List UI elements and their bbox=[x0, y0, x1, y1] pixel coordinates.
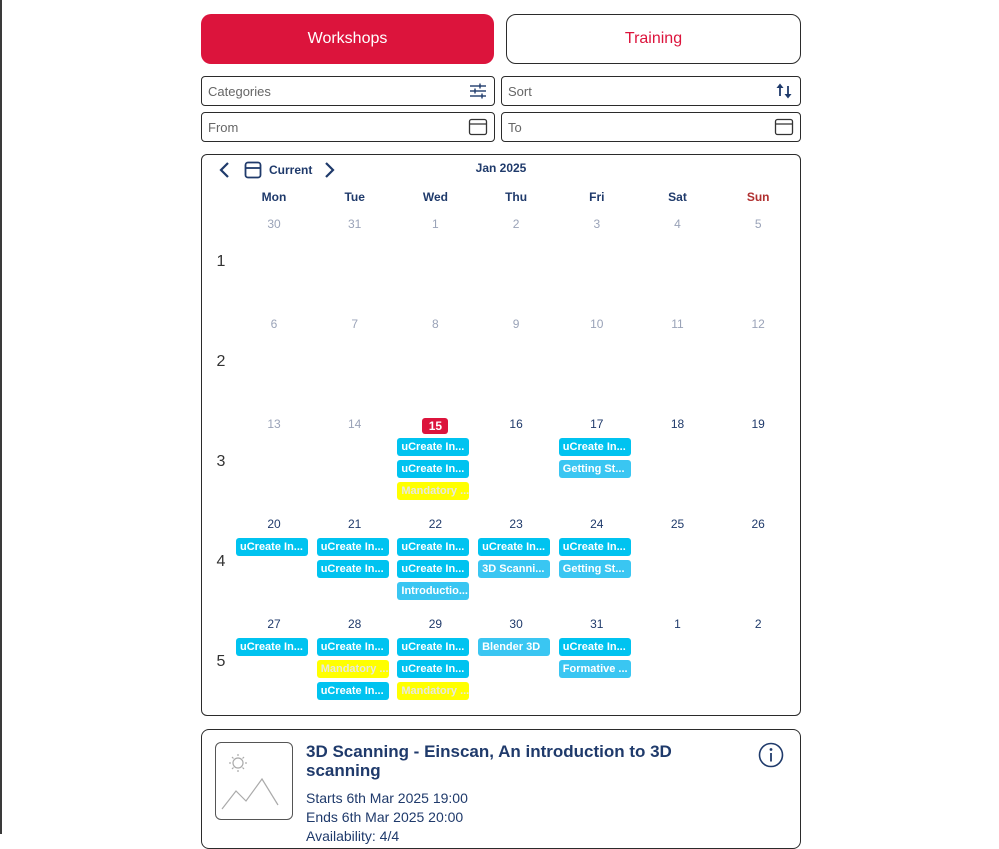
current-month-button[interactable] bbox=[244, 161, 262, 179]
day-cell[interactable] bbox=[557, 219, 637, 319]
filter-sliders-icon bbox=[468, 81, 488, 101]
day-number: 23 bbox=[509, 517, 523, 531]
weekday-header: Thu bbox=[505, 190, 528, 204]
week-number: 3 bbox=[216, 453, 226, 470]
day-cell[interactable] bbox=[638, 419, 718, 519]
weekday-header: Sat bbox=[668, 190, 687, 204]
day-cell[interactable] bbox=[395, 219, 475, 319]
event-chip[interactable]: uCreate In... bbox=[236, 638, 308, 656]
day-cell[interactable] bbox=[234, 319, 314, 419]
day-cell[interactable] bbox=[557, 619, 637, 719]
chevron-right-icon bbox=[323, 162, 335, 178]
day-number: 30 bbox=[509, 617, 523, 631]
event-availability: Availability: 4/4 bbox=[306, 828, 400, 844]
day-cell[interactable] bbox=[718, 219, 798, 319]
day-number: 9 bbox=[512, 317, 520, 331]
next-month-button[interactable] bbox=[320, 161, 338, 179]
event-card[interactable] bbox=[201, 729, 801, 849]
day-cell[interactable] bbox=[234, 519, 314, 619]
day-cell[interactable] bbox=[476, 419, 556, 519]
event-chip[interactable]: uCreate In... bbox=[397, 638, 469, 656]
day-cell[interactable] bbox=[638, 619, 718, 719]
weekday-header: Tue bbox=[344, 190, 365, 204]
event-chip[interactable]: Getting St... bbox=[559, 560, 631, 578]
sort-select[interactable] bbox=[501, 76, 801, 106]
day-number: 20 bbox=[267, 517, 281, 531]
week-number: 5 bbox=[216, 653, 226, 670]
chevron-left-icon bbox=[219, 162, 231, 178]
tab-bar bbox=[201, 14, 801, 64]
event-chip[interactable]: 3D Scanni... bbox=[478, 560, 550, 578]
day-cell[interactable] bbox=[315, 219, 395, 319]
day-cell[interactable] bbox=[234, 419, 314, 519]
image-placeholder-icon bbox=[216, 743, 292, 819]
calendar bbox=[201, 154, 801, 716]
event-chip[interactable]: uCreate In... bbox=[559, 438, 631, 456]
event-end: Ends 6th Mar 2025 20:00 bbox=[306, 809, 464, 825]
month-label: Jan 2025 bbox=[475, 161, 527, 175]
event-chip[interactable]: uCreate In... bbox=[397, 438, 469, 456]
day-number: 1 bbox=[432, 217, 439, 231]
day-number: 4 bbox=[674, 217, 681, 231]
event-chip[interactable]: uCreate In... bbox=[397, 560, 469, 578]
current-label[interactable]: Current bbox=[269, 163, 313, 177]
week-number: 2 bbox=[216, 353, 226, 370]
from-date-input[interactable] bbox=[201, 112, 495, 142]
calendar-icon bbox=[774, 117, 794, 137]
day-number: 30 bbox=[267, 217, 281, 231]
day-number: 24 bbox=[590, 517, 604, 531]
event-chip[interactable]: Getting St... bbox=[559, 460, 631, 478]
page-left-border bbox=[0, 0, 2, 834]
to-date-input[interactable] bbox=[501, 112, 801, 142]
event-title: 3D Scanning - Einscan, An introduction to 3D scanning bbox=[306, 742, 672, 780]
day-cell[interactable] bbox=[395, 519, 475, 619]
prev-month-button[interactable] bbox=[216, 161, 234, 179]
info-icon[interactable] bbox=[758, 742, 784, 768]
event-chip[interactable]: uCreate In... bbox=[317, 538, 389, 556]
day-number: 2 bbox=[512, 217, 520, 231]
event-thumbnail bbox=[215, 742, 293, 820]
week-number: 1 bbox=[216, 253, 226, 270]
day-cell[interactable] bbox=[315, 619, 395, 719]
day-cell[interactable] bbox=[476, 319, 556, 419]
day-cell[interactable] bbox=[395, 619, 475, 719]
day-cell[interactable] bbox=[718, 419, 798, 519]
day-number: 10 bbox=[590, 317, 604, 331]
day-number: 31 bbox=[590, 617, 604, 631]
day-cell[interactable] bbox=[395, 319, 475, 419]
day-cell[interactable] bbox=[315, 419, 395, 519]
event-chip[interactable]: uCreate In... bbox=[397, 538, 469, 556]
weekday-header: Sun bbox=[746, 190, 770, 204]
day-number: 2 bbox=[754, 617, 762, 631]
calendar-nav bbox=[216, 161, 338, 179]
event-chip[interactable]: uCreate In... bbox=[397, 460, 469, 478]
day-number: 21 bbox=[348, 517, 362, 531]
day-number: 6 bbox=[270, 317, 278, 331]
event-chip[interactable]: uCreate In... bbox=[317, 638, 389, 656]
day-number: 25 bbox=[670, 517, 685, 531]
day-number: 12 bbox=[751, 317, 765, 331]
day-cell[interactable] bbox=[557, 519, 637, 619]
event-chip[interactable]: uCreate In... bbox=[317, 682, 389, 700]
day-number: 26 bbox=[751, 517, 765, 531]
day-cell[interactable] bbox=[476, 519, 556, 619]
day-number: 3 bbox=[593, 217, 601, 231]
categories-placeholder: Categories bbox=[208, 83, 271, 99]
day-cell[interactable] bbox=[638, 219, 718, 319]
day-cell[interactable] bbox=[315, 519, 395, 619]
event-chip[interactable]: uCreate In... bbox=[236, 538, 308, 556]
day-number: 18 bbox=[670, 417, 685, 431]
day-number: 5 bbox=[754, 217, 762, 231]
day-cell[interactable] bbox=[476, 219, 556, 319]
event-chip[interactable]: uCreate In... bbox=[397, 660, 469, 678]
weekday-header: Fri bbox=[589, 190, 605, 204]
day-cell[interactable] bbox=[718, 619, 798, 719]
day-number: 16 bbox=[509, 417, 523, 431]
day-number: 17 bbox=[590, 417, 604, 431]
day-cell[interactable] bbox=[234, 619, 314, 719]
event-chip[interactable]: uCreate In... bbox=[559, 538, 631, 556]
event-chip[interactable]: Blender 3D bbox=[478, 638, 550, 656]
event-chip[interactable]: Mandatory ... bbox=[397, 482, 469, 500]
weekday-header: Mon bbox=[261, 190, 287, 204]
day-number: 11 bbox=[671, 317, 684, 331]
event-chip[interactable]: uCreate In... bbox=[478, 538, 550, 556]
day-cell[interactable] bbox=[718, 319, 798, 419]
day-number: 7 bbox=[351, 317, 359, 331]
day-number: 1 bbox=[674, 617, 681, 631]
day-cell[interactable] bbox=[718, 519, 798, 619]
day-cell[interactable] bbox=[315, 319, 395, 419]
to-placeholder: To bbox=[508, 119, 522, 135]
event-chip[interactable]: uCreate In... bbox=[317, 560, 389, 578]
day-cell[interactable] bbox=[234, 219, 314, 319]
calendar-icon bbox=[468, 117, 488, 137]
day-number: 13 bbox=[267, 417, 281, 431]
sort-placeholder: Sort bbox=[508, 83, 532, 99]
day-cell[interactable] bbox=[638, 519, 718, 619]
tab-workshops[interactable]: Workshops bbox=[201, 14, 494, 64]
day-cell[interactable] bbox=[638, 319, 718, 419]
day-number: 29 bbox=[428, 617, 443, 631]
from-placeholder: From bbox=[208, 119, 239, 135]
event-chip[interactable]: Introductio... bbox=[397, 582, 469, 600]
day-cell[interactable] bbox=[557, 419, 637, 519]
day-number: 19 bbox=[751, 417, 765, 431]
day-cell[interactable] bbox=[395, 419, 475, 519]
day-number: 8 bbox=[432, 317, 439, 331]
sort-arrows-icon bbox=[774, 81, 794, 101]
tab-training[interactable]: Training bbox=[506, 14, 801, 64]
event-start: Starts 6th Mar 2025 19:00 bbox=[306, 790, 468, 806]
categories-select[interactable] bbox=[201, 76, 495, 106]
day-cell[interactable] bbox=[557, 319, 637, 419]
event-chip[interactable]: Mandatory ... bbox=[397, 682, 469, 700]
day-number: 31 bbox=[348, 217, 362, 231]
today-date: 15 bbox=[422, 418, 448, 434]
week-number: 4 bbox=[216, 553, 226, 570]
calendar-icon bbox=[244, 161, 262, 179]
event-chip[interactable]: Formative ... bbox=[559, 660, 631, 678]
event-chip[interactable]: uCreate In... bbox=[559, 638, 631, 656]
day-number: 28 bbox=[348, 617, 362, 631]
event-chip[interactable]: Mandatory ... bbox=[317, 660, 389, 678]
weekday-header: Wed bbox=[422, 190, 448, 204]
day-number: 22 bbox=[428, 517, 443, 531]
day-number: 27 bbox=[267, 617, 281, 631]
day-cell[interactable] bbox=[476, 619, 556, 719]
day-number: 14 bbox=[348, 417, 362, 431]
